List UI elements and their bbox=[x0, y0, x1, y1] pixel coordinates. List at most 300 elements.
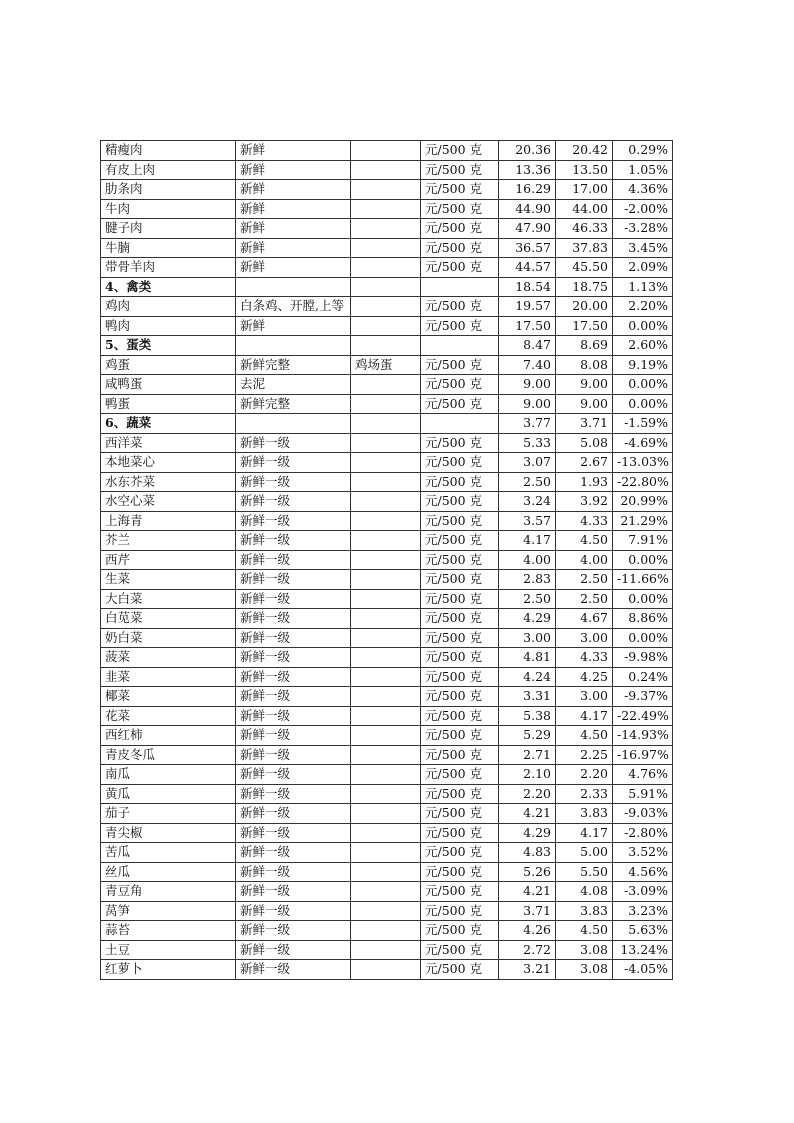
note-cell bbox=[351, 804, 421, 824]
note-cell bbox=[351, 160, 421, 180]
current-price-cell: 44.00 bbox=[556, 199, 613, 219]
table-row bbox=[101, 375, 673, 395]
change-percent-cell: -16.97% bbox=[613, 745, 673, 765]
current-price-cell: 2.20 bbox=[556, 765, 613, 785]
unit-cell: 元/500 克 bbox=[421, 297, 499, 317]
unit-cell bbox=[421, 414, 499, 434]
note-cell bbox=[351, 238, 421, 258]
unit-cell: 元/500 克 bbox=[421, 726, 499, 746]
change-percent-cell: -11.66% bbox=[613, 570, 673, 590]
note-cell bbox=[351, 141, 421, 161]
note-cell bbox=[351, 765, 421, 785]
unit-cell: 元/500 克 bbox=[421, 141, 499, 161]
current-price-cell: 20.00 bbox=[556, 297, 613, 317]
current-price-cell: 4.33 bbox=[556, 511, 613, 531]
current-price-cell: 18.75 bbox=[556, 277, 613, 297]
specification-cell: 新鲜 bbox=[236, 180, 351, 200]
previous-price-cell: 44.57 bbox=[499, 258, 556, 278]
category-row bbox=[101, 336, 673, 356]
specification-cell: 新鲜 bbox=[236, 316, 351, 336]
product-name-cell: 精瘦肉 bbox=[101, 141, 236, 161]
category-row bbox=[101, 414, 673, 434]
unit-cell: 元/500 克 bbox=[421, 804, 499, 824]
table-row bbox=[101, 940, 673, 960]
note-cell bbox=[351, 394, 421, 414]
current-price-cell: 3.71 bbox=[556, 414, 613, 434]
previous-price-cell: 4.26 bbox=[499, 921, 556, 941]
current-price-cell: 45.50 bbox=[556, 258, 613, 278]
category-row bbox=[101, 277, 673, 297]
product-name-cell: 菠菜 bbox=[101, 648, 236, 668]
product-name-cell: 鸭蛋 bbox=[101, 394, 236, 414]
change-percent-cell: -13.03% bbox=[613, 453, 673, 473]
previous-price-cell: 36.57 bbox=[499, 238, 556, 258]
specification-cell: 新鲜一级 bbox=[236, 667, 351, 687]
price-table-body bbox=[101, 141, 673, 980]
current-price-cell: 4.50 bbox=[556, 726, 613, 746]
table-row bbox=[101, 141, 673, 161]
unit-cell: 元/500 克 bbox=[421, 570, 499, 590]
specification-cell: 新鲜一级 bbox=[236, 921, 351, 941]
change-percent-cell: -22.80% bbox=[613, 472, 673, 492]
change-percent-cell: 9.19% bbox=[613, 355, 673, 375]
change-percent-cell: -9.03% bbox=[613, 804, 673, 824]
previous-price-cell: 4.29 bbox=[499, 823, 556, 843]
previous-price-cell: 2.72 bbox=[499, 940, 556, 960]
table-row bbox=[101, 667, 673, 687]
note-cell bbox=[351, 199, 421, 219]
product-name-cell: 茄子 bbox=[101, 804, 236, 824]
change-percent-cell: 1.05% bbox=[613, 160, 673, 180]
previous-price-cell: 5.26 bbox=[499, 862, 556, 882]
unit-cell: 元/500 克 bbox=[421, 765, 499, 785]
change-percent-cell: 7.91% bbox=[613, 531, 673, 551]
product-name-cell: 生菜 bbox=[101, 570, 236, 590]
change-percent-cell: 1.13% bbox=[613, 277, 673, 297]
change-percent-cell: 0.00% bbox=[613, 375, 673, 395]
previous-price-cell: 3.57 bbox=[499, 511, 556, 531]
specification-cell bbox=[236, 277, 351, 297]
current-price-cell: 2.67 bbox=[556, 453, 613, 473]
product-name-cell: 肋条肉 bbox=[101, 180, 236, 200]
current-price-cell: 5.08 bbox=[556, 433, 613, 453]
previous-price-cell: 7.40 bbox=[499, 355, 556, 375]
previous-price-cell: 4.21 bbox=[499, 804, 556, 824]
unit-cell: 元/500 克 bbox=[421, 940, 499, 960]
previous-price-cell: 3.31 bbox=[499, 687, 556, 707]
specification-cell: 新鲜一级 bbox=[236, 765, 351, 785]
note-cell bbox=[351, 433, 421, 453]
specification-cell: 新鲜 bbox=[236, 219, 351, 239]
table-row bbox=[101, 297, 673, 317]
product-name-cell: 苦瓜 bbox=[101, 843, 236, 863]
previous-price-cell: 17.50 bbox=[499, 316, 556, 336]
table-row bbox=[101, 628, 673, 648]
product-name-cell: 水东芥菜 bbox=[101, 472, 236, 492]
product-name-cell: 咸鸭蛋 bbox=[101, 375, 236, 395]
table-row bbox=[101, 765, 673, 785]
unit-cell: 元/500 克 bbox=[421, 687, 499, 707]
unit-cell: 元/500 克 bbox=[421, 628, 499, 648]
current-price-cell: 4.67 bbox=[556, 609, 613, 629]
unit-cell: 元/500 克 bbox=[421, 355, 499, 375]
unit-cell: 元/500 克 bbox=[421, 160, 499, 180]
specification-cell: 新鲜一级 bbox=[236, 940, 351, 960]
current-price-cell: 3.92 bbox=[556, 492, 613, 512]
table-row bbox=[101, 609, 673, 629]
product-name-cell: 椰菜 bbox=[101, 687, 236, 707]
note-cell bbox=[351, 550, 421, 570]
note-cell: 鸡场蛋 bbox=[351, 355, 421, 375]
note-cell bbox=[351, 258, 421, 278]
change-percent-cell: 0.00% bbox=[613, 394, 673, 414]
change-percent-cell: 3.52% bbox=[613, 843, 673, 863]
current-price-cell: 17.50 bbox=[556, 316, 613, 336]
change-percent-cell: 0.00% bbox=[613, 550, 673, 570]
current-price-cell: 4.08 bbox=[556, 882, 613, 902]
change-percent-cell: 0.24% bbox=[613, 667, 673, 687]
product-name-cell: 西芹 bbox=[101, 550, 236, 570]
specification-cell: 新鲜一级 bbox=[236, 882, 351, 902]
table-row bbox=[101, 453, 673, 473]
current-price-cell: 4.17 bbox=[556, 706, 613, 726]
note-cell bbox=[351, 609, 421, 629]
product-name-cell: 花菜 bbox=[101, 706, 236, 726]
specification-cell: 新鲜一级 bbox=[236, 531, 351, 551]
change-percent-cell: -22.49% bbox=[613, 706, 673, 726]
table-row bbox=[101, 238, 673, 258]
product-name-cell: 芥兰 bbox=[101, 531, 236, 551]
current-price-cell: 3.83 bbox=[556, 901, 613, 921]
current-price-cell: 2.25 bbox=[556, 745, 613, 765]
previous-price-cell: 3.00 bbox=[499, 628, 556, 648]
table-row bbox=[101, 589, 673, 609]
current-price-cell: 2.33 bbox=[556, 784, 613, 804]
table-row bbox=[101, 862, 673, 882]
unit-cell: 元/500 克 bbox=[421, 316, 499, 336]
unit-cell: 元/500 克 bbox=[421, 199, 499, 219]
note-cell bbox=[351, 960, 421, 980]
note-cell bbox=[351, 180, 421, 200]
specification-cell: 新鲜一级 bbox=[236, 687, 351, 707]
product-name-cell: 黄瓜 bbox=[101, 784, 236, 804]
note-cell bbox=[351, 921, 421, 941]
unit-cell: 元/500 克 bbox=[421, 589, 499, 609]
unit-cell: 元/500 克 bbox=[421, 843, 499, 863]
product-name-cell: 腱子肉 bbox=[101, 219, 236, 239]
specification-cell: 新鲜一级 bbox=[236, 570, 351, 590]
previous-price-cell: 3.24 bbox=[499, 492, 556, 512]
unit-cell: 元/500 克 bbox=[421, 511, 499, 531]
table-row bbox=[101, 823, 673, 843]
note-cell bbox=[351, 843, 421, 863]
specification-cell: 新鲜 bbox=[236, 199, 351, 219]
current-price-cell: 4.17 bbox=[556, 823, 613, 843]
note-cell bbox=[351, 297, 421, 317]
table-row bbox=[101, 687, 673, 707]
table-row bbox=[101, 199, 673, 219]
product-name-cell: 土豆 bbox=[101, 940, 236, 960]
product-name-cell: 红萝卜 bbox=[101, 960, 236, 980]
previous-price-cell: 5.33 bbox=[499, 433, 556, 453]
specification-cell: 新鲜一级 bbox=[236, 433, 351, 453]
current-price-cell: 4.50 bbox=[556, 531, 613, 551]
product-name-cell: 奶白菜 bbox=[101, 628, 236, 648]
note-cell bbox=[351, 823, 421, 843]
unit-cell: 元/500 克 bbox=[421, 823, 499, 843]
change-percent-cell: 21.29% bbox=[613, 511, 673, 531]
product-name-cell: 本地菜心 bbox=[101, 453, 236, 473]
specification-cell: 新鲜一级 bbox=[236, 862, 351, 882]
table-row bbox=[101, 550, 673, 570]
specification-cell: 新鲜 bbox=[236, 141, 351, 161]
table-row bbox=[101, 921, 673, 941]
table-row bbox=[101, 394, 673, 414]
previous-price-cell: 16.29 bbox=[499, 180, 556, 200]
unit-cell: 元/500 克 bbox=[421, 258, 499, 278]
specification-cell: 新鲜一级 bbox=[236, 706, 351, 726]
current-price-cell: 4.50 bbox=[556, 921, 613, 941]
previous-price-cell: 9.00 bbox=[499, 394, 556, 414]
specification-cell: 新鲜完整 bbox=[236, 355, 351, 375]
unit-cell: 元/500 克 bbox=[421, 180, 499, 200]
product-name-cell: 青豆角 bbox=[101, 882, 236, 902]
previous-price-cell: 4.21 bbox=[499, 882, 556, 902]
product-name-cell: 大白菜 bbox=[101, 589, 236, 609]
previous-price-cell: 4.24 bbox=[499, 667, 556, 687]
table-row bbox=[101, 901, 673, 921]
previous-price-cell: 5.38 bbox=[499, 706, 556, 726]
change-percent-cell: -14.93% bbox=[613, 726, 673, 746]
table-row bbox=[101, 570, 673, 590]
note-cell bbox=[351, 589, 421, 609]
current-price-cell: 4.25 bbox=[556, 667, 613, 687]
previous-price-cell: 2.50 bbox=[499, 472, 556, 492]
unit-cell: 元/500 克 bbox=[421, 433, 499, 453]
table-row bbox=[101, 531, 673, 551]
specification-cell: 新鲜一级 bbox=[236, 804, 351, 824]
note-cell bbox=[351, 784, 421, 804]
previous-price-cell: 44.90 bbox=[499, 199, 556, 219]
change-percent-cell: -2.00% bbox=[613, 199, 673, 219]
table-row bbox=[101, 745, 673, 765]
change-percent-cell: 8.86% bbox=[613, 609, 673, 629]
current-price-cell: 2.50 bbox=[556, 570, 613, 590]
category-name-cell: 6、蔬菜 bbox=[101, 414, 236, 434]
table-row bbox=[101, 882, 673, 902]
product-name-cell: 西红柿 bbox=[101, 726, 236, 746]
table-row bbox=[101, 433, 673, 453]
current-price-cell: 2.50 bbox=[556, 589, 613, 609]
unit-cell: 元/500 克 bbox=[421, 531, 499, 551]
previous-price-cell: 4.81 bbox=[499, 648, 556, 668]
previous-price-cell: 2.50 bbox=[499, 589, 556, 609]
specification-cell: 新鲜一级 bbox=[236, 492, 351, 512]
unit-cell bbox=[421, 336, 499, 356]
price-table bbox=[100, 140, 673, 980]
product-name-cell: 鸡蛋 bbox=[101, 355, 236, 375]
previous-price-cell: 9.00 bbox=[499, 375, 556, 395]
change-percent-cell: 0.29% bbox=[613, 141, 673, 161]
current-price-cell: 3.00 bbox=[556, 687, 613, 707]
specification-cell: 新鲜一级 bbox=[236, 589, 351, 609]
note-cell bbox=[351, 531, 421, 551]
product-name-cell: 韭菜 bbox=[101, 667, 236, 687]
note-cell bbox=[351, 706, 421, 726]
change-percent-cell: 13.24% bbox=[613, 940, 673, 960]
note-cell bbox=[351, 648, 421, 668]
change-percent-cell: 5.91% bbox=[613, 784, 673, 804]
change-percent-cell: -3.09% bbox=[613, 882, 673, 902]
unit-cell: 元/500 克 bbox=[421, 550, 499, 570]
note-cell bbox=[351, 570, 421, 590]
previous-price-cell: 3.71 bbox=[499, 901, 556, 921]
change-percent-cell: 4.76% bbox=[613, 765, 673, 785]
current-price-cell: 17.00 bbox=[556, 180, 613, 200]
table-row bbox=[101, 219, 673, 239]
unit-cell: 元/500 克 bbox=[421, 706, 499, 726]
specification-cell: 新鲜一级 bbox=[236, 960, 351, 980]
note-cell bbox=[351, 862, 421, 882]
previous-price-cell: 3.07 bbox=[499, 453, 556, 473]
product-name-cell: 白苋菜 bbox=[101, 609, 236, 629]
change-percent-cell: 0.00% bbox=[613, 628, 673, 648]
change-percent-cell: 4.36% bbox=[613, 180, 673, 200]
table-row bbox=[101, 726, 673, 746]
unit-cell: 元/500 克 bbox=[421, 453, 499, 473]
note-cell bbox=[351, 511, 421, 531]
unit-cell: 元/500 克 bbox=[421, 882, 499, 902]
note-cell bbox=[351, 940, 421, 960]
current-price-cell: 3.08 bbox=[556, 940, 613, 960]
note-cell bbox=[351, 726, 421, 746]
change-percent-cell: -1.59% bbox=[613, 414, 673, 434]
current-price-cell: 3.08 bbox=[556, 960, 613, 980]
unit-cell: 元/500 克 bbox=[421, 219, 499, 239]
unit-cell: 元/500 克 bbox=[421, 394, 499, 414]
table-row bbox=[101, 843, 673, 863]
previous-price-cell: 3.21 bbox=[499, 960, 556, 980]
specification-cell: 新鲜 bbox=[236, 160, 351, 180]
table-row bbox=[101, 784, 673, 804]
previous-price-cell: 18.54 bbox=[499, 277, 556, 297]
product-name-cell: 牛肉 bbox=[101, 199, 236, 219]
note-cell bbox=[351, 453, 421, 473]
table-row bbox=[101, 355, 673, 375]
change-percent-cell: 3.23% bbox=[613, 901, 673, 921]
current-price-cell: 13.50 bbox=[556, 160, 613, 180]
product-name-cell: 青尖椒 bbox=[101, 823, 236, 843]
change-percent-cell: 4.56% bbox=[613, 862, 673, 882]
table-row bbox=[101, 316, 673, 336]
table-row bbox=[101, 648, 673, 668]
category-name-cell: 4、禽类 bbox=[101, 277, 236, 297]
note-cell bbox=[351, 687, 421, 707]
previous-price-cell: 20.36 bbox=[499, 141, 556, 161]
note-cell bbox=[351, 745, 421, 765]
current-price-cell: 9.00 bbox=[556, 394, 613, 414]
current-price-cell: 8.69 bbox=[556, 336, 613, 356]
note-cell bbox=[351, 472, 421, 492]
note-cell bbox=[351, 628, 421, 648]
unit-cell: 元/500 克 bbox=[421, 901, 499, 921]
note-cell bbox=[351, 316, 421, 336]
product-name-cell: 蒜苔 bbox=[101, 921, 236, 941]
note-cell bbox=[351, 277, 421, 297]
current-price-cell: 3.00 bbox=[556, 628, 613, 648]
specification-cell: 新鲜一级 bbox=[236, 823, 351, 843]
product-name-cell: 上海青 bbox=[101, 511, 236, 531]
change-percent-cell: -9.37% bbox=[613, 687, 673, 707]
current-price-cell: 37.83 bbox=[556, 238, 613, 258]
table-row bbox=[101, 160, 673, 180]
current-price-cell: 20.42 bbox=[556, 141, 613, 161]
unit-cell: 元/500 克 bbox=[421, 784, 499, 804]
product-name-cell: 有皮上肉 bbox=[101, 160, 236, 180]
change-percent-cell: -4.69% bbox=[613, 433, 673, 453]
product-name-cell: 鸭肉 bbox=[101, 316, 236, 336]
previous-price-cell: 2.20 bbox=[499, 784, 556, 804]
previous-price-cell: 5.29 bbox=[499, 726, 556, 746]
product-name-cell: 丝瓜 bbox=[101, 862, 236, 882]
product-name-cell: 水空心菜 bbox=[101, 492, 236, 512]
table-row bbox=[101, 804, 673, 824]
table-row bbox=[101, 706, 673, 726]
previous-price-cell: 4.00 bbox=[499, 550, 556, 570]
change-percent-cell: 2.09% bbox=[613, 258, 673, 278]
previous-price-cell: 2.71 bbox=[499, 745, 556, 765]
change-percent-cell: 20.99% bbox=[613, 492, 673, 512]
specification-cell: 新鲜一级 bbox=[236, 784, 351, 804]
specification-cell: 新鲜一级 bbox=[236, 726, 351, 746]
previous-price-cell: 19.57 bbox=[499, 297, 556, 317]
specification-cell: 新鲜完整 bbox=[236, 394, 351, 414]
specification-cell: 新鲜一级 bbox=[236, 472, 351, 492]
specification-cell: 新鲜一级 bbox=[236, 511, 351, 531]
unit-cell: 元/500 克 bbox=[421, 238, 499, 258]
table-row bbox=[101, 960, 673, 980]
change-percent-cell: -2.80% bbox=[613, 823, 673, 843]
previous-price-cell: 2.10 bbox=[499, 765, 556, 785]
specification-cell: 新鲜一级 bbox=[236, 453, 351, 473]
unit-cell: 元/500 克 bbox=[421, 921, 499, 941]
current-price-cell: 8.08 bbox=[556, 355, 613, 375]
table-row bbox=[101, 492, 673, 512]
price-table-sheet bbox=[100, 140, 673, 980]
change-percent-cell: 0.00% bbox=[613, 589, 673, 609]
unit-cell: 元/500 克 bbox=[421, 745, 499, 765]
product-name-cell: 西洋菜 bbox=[101, 433, 236, 453]
current-price-cell: 1.93 bbox=[556, 472, 613, 492]
specification-cell: 新鲜一级 bbox=[236, 609, 351, 629]
note-cell bbox=[351, 667, 421, 687]
product-name-cell: 鸡肉 bbox=[101, 297, 236, 317]
change-percent-cell: 3.45% bbox=[613, 238, 673, 258]
product-name-cell: 莴笋 bbox=[101, 901, 236, 921]
specification-cell: 新鲜一级 bbox=[236, 648, 351, 668]
product-name-cell: 青皮冬瓜 bbox=[101, 745, 236, 765]
previous-price-cell: 3.77 bbox=[499, 414, 556, 434]
note-cell bbox=[351, 375, 421, 395]
change-percent-cell: -3.28% bbox=[613, 219, 673, 239]
previous-price-cell: 8.47 bbox=[499, 336, 556, 356]
unit-cell: 元/500 克 bbox=[421, 609, 499, 629]
change-percent-cell: 2.60% bbox=[613, 336, 673, 356]
note-cell bbox=[351, 901, 421, 921]
change-percent-cell: -9.98% bbox=[613, 648, 673, 668]
current-price-cell: 46.33 bbox=[556, 219, 613, 239]
category-name-cell: 5、蛋类 bbox=[101, 336, 236, 356]
